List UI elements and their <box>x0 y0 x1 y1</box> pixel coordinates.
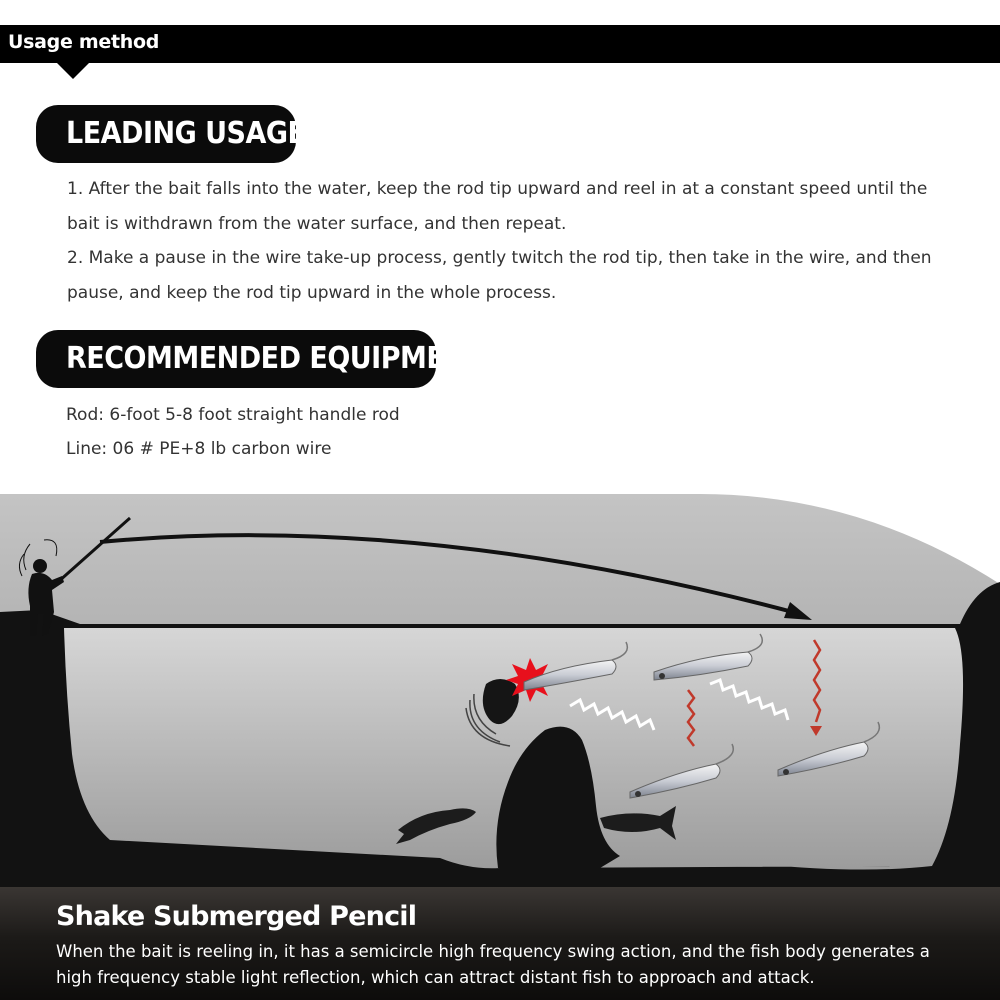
illustration-svg <box>0 494 1000 892</box>
product-feature-title: Shake Submerged Pencil <box>56 901 417 932</box>
leading-usage-heading: LEADING USAGE <box>36 105 296 163</box>
leading-usage-instructions <box>67 172 947 310</box>
instruction-step-2: 2. Make a pause in the wire take-up process, gently twitch the rod tip, then take in the wire, and then pause, and keep the rod tip upward in the whole process. <box>67 248 932 303</box>
equipment-rod: Rod: 6-foot 5-8 foot straight handle rod <box>66 405 400 425</box>
equipment-line: Line: 06 # PE+8 lb carbon wire <box>66 439 332 459</box>
lure-action-illustration <box>0 494 1000 892</box>
section-header-bar <box>0 25 1000 63</box>
footer-panel <box>0 887 1000 1000</box>
section-header-title: Usage method <box>8 31 160 53</box>
instruction-step-1: 1. After the bait falls into the water, keep the rod tip upward and reel in at a constant speed until the bait is withdrawn from the water surface, and then repeat. <box>67 179 928 234</box>
recommended-equipment-heading: RECOMMENDED EQUIPMENT <box>36 330 436 388</box>
product-feature-description: When the bait is reeling in, it has a semicircle high frequency swing action, and the fish body generates a high frequency stable light reflection, which can attract distant fish to approach and attack. <box>56 942 930 987</box>
header-notch-decoration <box>56 62 90 79</box>
